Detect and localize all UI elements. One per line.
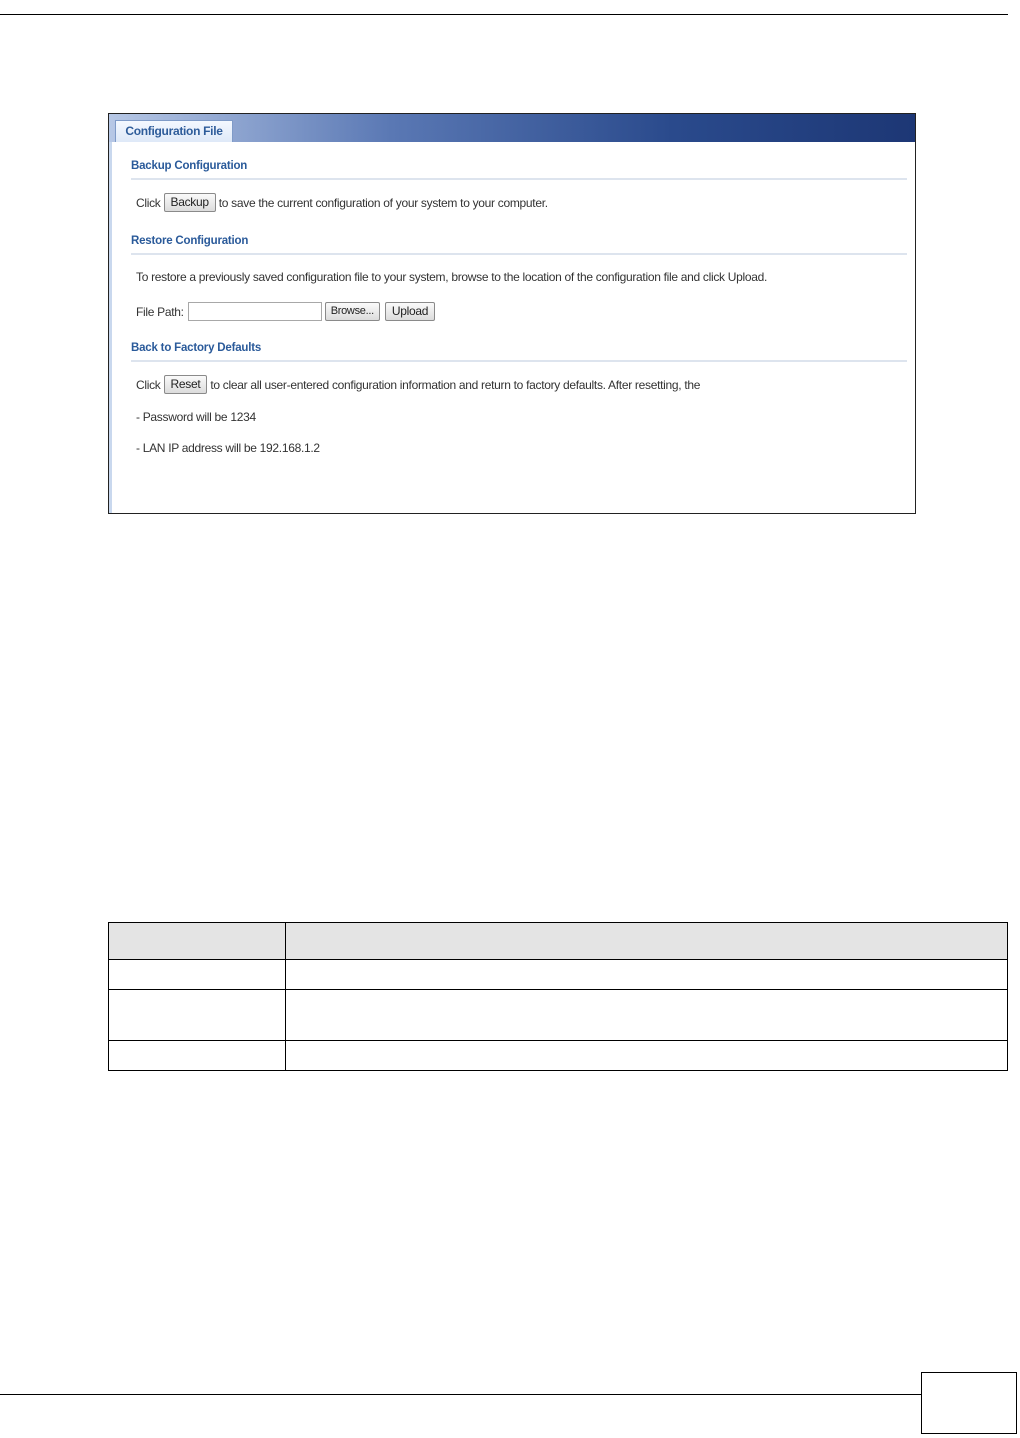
header-rule [0, 14, 1008, 15]
tab-bar [109, 114, 915, 142]
reset-description: to clear all user-entered configuration information and return to factory defaults. After resetting, the [210, 377, 701, 392]
file-path-input[interactable] [188, 302, 322, 321]
field-description-table [108, 922, 1008, 1071]
lan-ip-note: - LAN IP address will be 192.168.1.2 [136, 441, 320, 455]
backup-button[interactable]: Backup [164, 193, 216, 212]
backup-row [136, 193, 548, 212]
tab-configuration-file[interactable]: Configuration File [115, 120, 233, 142]
factory-reset-row [136, 375, 700, 394]
restore-section-title: Restore Configuration [131, 235, 249, 247]
restore-file-row [136, 302, 438, 321]
backup-description: to save the current configuration of your system to your computer. [218, 195, 548, 210]
reset-click-label: Click [136, 377, 161, 392]
backup-section-title: Backup Configuration [131, 160, 248, 172]
content-panel [109, 142, 915, 513]
upload-button[interactable]: Upload [385, 302, 435, 321]
restore-section-divider [131, 253, 907, 255]
factory-section-divider [131, 360, 907, 362]
table-row [109, 960, 1008, 990]
restore-instructions: To restore a previously saved configuration file to your system, browse to the location of the configuration file and click Upload. [136, 270, 768, 284]
table-cell [109, 990, 286, 1041]
table-cell [286, 1041, 1008, 1071]
backup-click-label: Click [136, 195, 161, 210]
configuration-file-screen [108, 113, 916, 514]
table-cell [286, 960, 1008, 990]
table-row [109, 1041, 1008, 1071]
table-header-cell [286, 923, 1008, 960]
factory-section-title: Back to Factory Defaults [131, 342, 262, 354]
table-header-cell [109, 923, 286, 960]
browse-button[interactable]: Browse... [325, 302, 380, 321]
page-number-box [921, 1372, 1017, 1434]
password-note: - Password will be 1234 [136, 410, 256, 424]
table-header-row [109, 923, 1008, 960]
backup-section-divider [131, 178, 907, 180]
reset-button[interactable]: Reset [164, 375, 208, 394]
file-path-label: File Path: [136, 304, 184, 319]
table-cell [109, 1041, 286, 1071]
table-cell [109, 960, 286, 990]
footer-rule [0, 1394, 921, 1395]
table-row [109, 990, 1008, 1041]
table-cell [286, 990, 1008, 1041]
